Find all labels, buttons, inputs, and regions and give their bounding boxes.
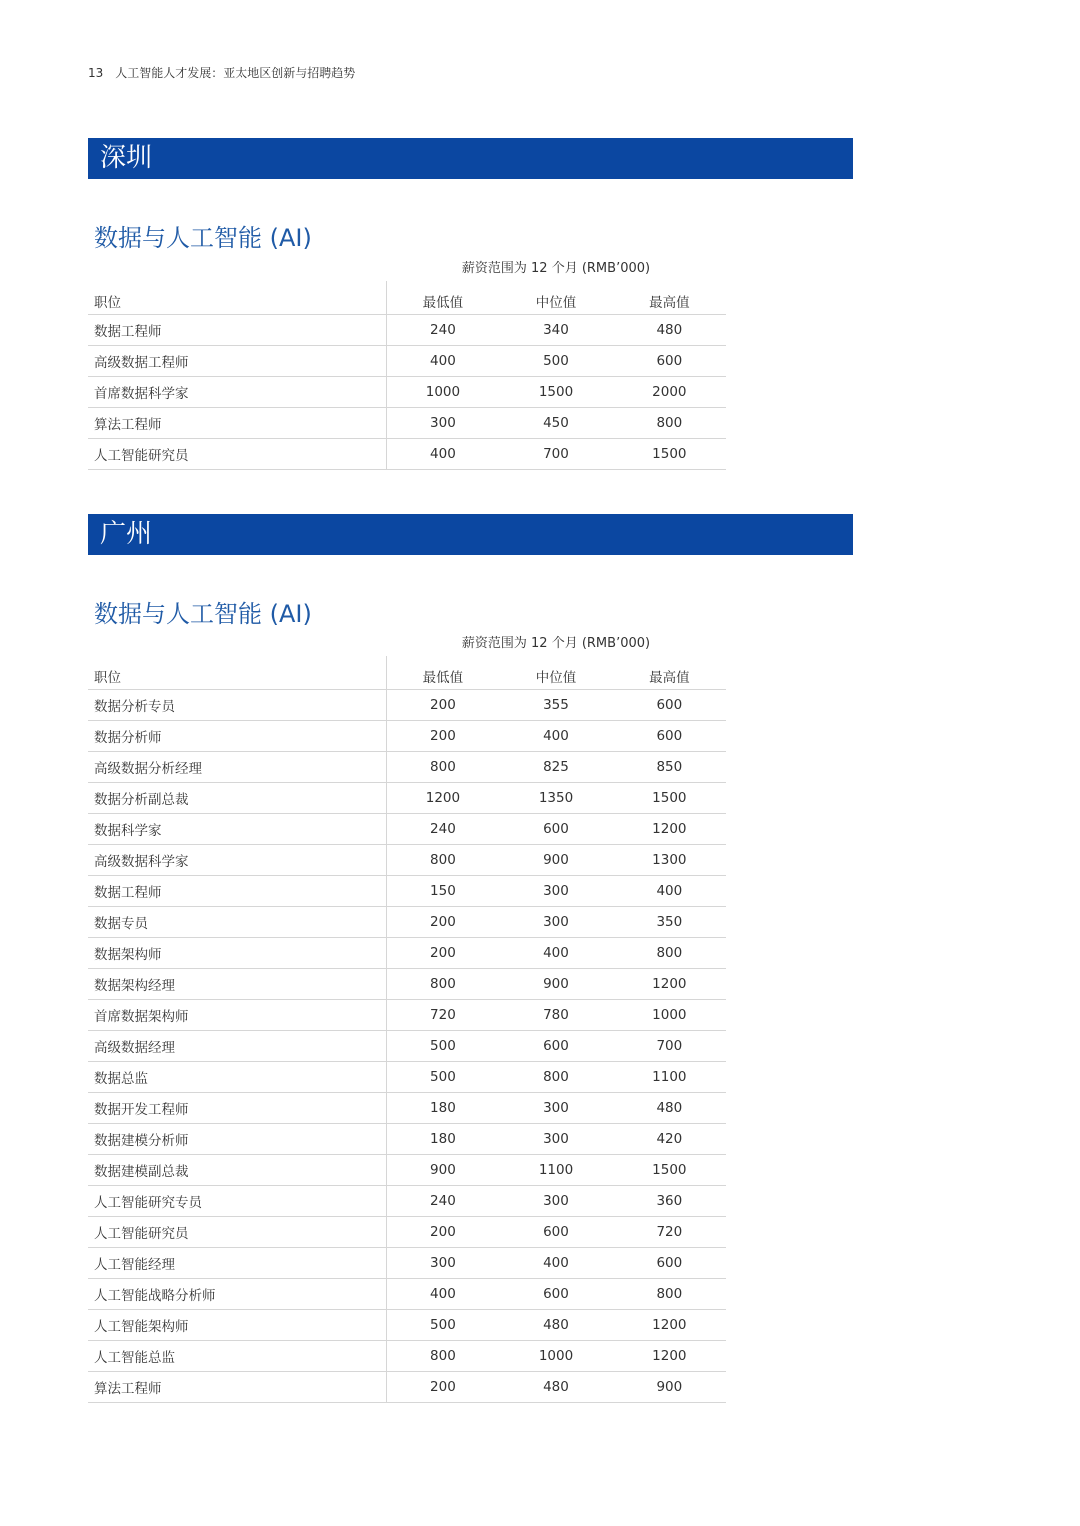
salary-cell: 850	[613, 752, 726, 783]
salary-cell: 200	[386, 690, 499, 721]
position-cell: 数据建模分析师	[88, 1124, 386, 1155]
salary-cell: 1500	[499, 377, 612, 408]
position-cell: 高级数据科学家	[88, 845, 386, 876]
table-row	[88, 1062, 726, 1093]
salary-cell: 500	[386, 1310, 499, 1341]
salary-cell: 400	[613, 876, 726, 907]
salary-cell: 720	[386, 1000, 499, 1031]
position-cell: 数据开发工程师	[88, 1093, 386, 1124]
position-cell: 数据架构师	[88, 938, 386, 969]
salary-cell: 1200	[386, 783, 499, 814]
salary-cell: 340	[499, 315, 612, 346]
table-row	[88, 845, 726, 876]
salary-cell: 700	[499, 439, 612, 470]
table-row	[88, 1217, 726, 1248]
table-row	[88, 1310, 726, 1341]
salary-cell: 200	[386, 907, 499, 938]
salary-cell: 900	[386, 1155, 499, 1186]
position-cell: 人工智能战略分析师	[88, 1279, 386, 1310]
salary-cell: 800	[499, 1062, 612, 1093]
salary-cell: 700	[613, 1031, 726, 1062]
salary-cell: 500	[386, 1062, 499, 1093]
table-row	[88, 1279, 726, 1310]
position-cell: 数据工程师	[88, 876, 386, 907]
salary-cell: 480	[499, 1372, 612, 1403]
salary-cell: 600	[499, 1217, 612, 1248]
salary-cell: 1500	[613, 783, 726, 814]
city-heading-shenzhen: 深圳	[88, 138, 853, 179]
column-header-value: 最低值	[386, 656, 499, 690]
salary-cell: 400	[386, 439, 499, 470]
table-row	[88, 377, 726, 408]
salary-cell: 200	[386, 721, 499, 752]
document-title: 人工智能人才发展：亚太地区创新与招聘趋势	[115, 66, 356, 80]
position-cell: 人工智能架构师	[88, 1310, 386, 1341]
section-title: 数据与人工智能 (AI)	[94, 224, 312, 252]
table-row	[88, 315, 726, 346]
table-row	[88, 1093, 726, 1124]
table-row	[88, 1248, 726, 1279]
position-cell: 人工智能研究员	[88, 1217, 386, 1248]
salary-cell: 600	[613, 690, 726, 721]
salary-cell: 500	[499, 346, 612, 377]
column-header-value: 中位值	[499, 656, 612, 690]
salary-cell: 800	[613, 938, 726, 969]
column-header-position: 职位	[88, 281, 386, 315]
position-cell: 数据分析师	[88, 721, 386, 752]
salary-cell: 400	[499, 1248, 612, 1279]
table-row	[88, 439, 726, 470]
salary-cell: 720	[613, 1217, 726, 1248]
salary-cell: 355	[499, 690, 612, 721]
salary-cell: 800	[386, 1341, 499, 1372]
salary-cell: 240	[386, 1186, 499, 1217]
position-cell: 高级数据工程师	[88, 346, 386, 377]
salary-cell: 900	[499, 969, 612, 1000]
salary-cell: 300	[499, 1124, 612, 1155]
position-cell: 算法工程师	[88, 1372, 386, 1403]
table-row	[88, 408, 726, 439]
position-cell: 数据分析副总裁	[88, 783, 386, 814]
position-cell: 首席数据架构师	[88, 1000, 386, 1031]
table-row	[88, 814, 726, 845]
position-cell: 人工智能研究专员	[88, 1186, 386, 1217]
position-cell: 算法工程师	[88, 408, 386, 439]
salary-cell: 600	[499, 1279, 612, 1310]
salary-cell: 400	[499, 721, 612, 752]
salary-cell: 180	[386, 1124, 499, 1155]
position-cell: 首席数据科学家	[88, 377, 386, 408]
table-row	[88, 907, 726, 938]
salary-cell: 800	[386, 845, 499, 876]
salary-cell: 600	[499, 814, 612, 845]
salary-cell: 1300	[613, 845, 726, 876]
salary-cell: 1500	[613, 439, 726, 470]
salary-cell: 200	[386, 1372, 499, 1403]
table-row	[88, 1000, 726, 1031]
salary-cell: 400	[499, 938, 612, 969]
running-header	[88, 64, 355, 81]
position-cell: 数据总监	[88, 1062, 386, 1093]
salary-cell: 240	[386, 315, 499, 346]
salary-cell: 300	[499, 876, 612, 907]
table-row	[88, 721, 726, 752]
salary-cell: 450	[499, 408, 612, 439]
salary-table-guangzhou	[88, 656, 726, 1403]
salary-cell: 400	[386, 1279, 499, 1310]
position-cell: 人工智能经理	[88, 1248, 386, 1279]
position-cell: 数据科学家	[88, 814, 386, 845]
salary-cell: 900	[499, 845, 612, 876]
salary-cell: 1200	[613, 814, 726, 845]
position-cell: 数据建模副总裁	[88, 1155, 386, 1186]
salary-cell: 360	[613, 1186, 726, 1217]
position-cell: 数据分析专员	[88, 690, 386, 721]
position-cell: 数据架构经理	[88, 969, 386, 1000]
salary-cell: 300	[499, 907, 612, 938]
salary-cell: 480	[613, 315, 726, 346]
table-row	[88, 969, 726, 1000]
city-heading-guangzhou: 广州	[88, 514, 853, 555]
salary-cell: 900	[613, 1372, 726, 1403]
table-row	[88, 346, 726, 377]
salary-table-shenzhen	[88, 281, 726, 470]
salary-cell: 1000	[613, 1000, 726, 1031]
salary-cell: 300	[499, 1186, 612, 1217]
salary-cell: 800	[613, 408, 726, 439]
column-header-value: 最低值	[386, 281, 499, 315]
position-cell: 高级数据经理	[88, 1031, 386, 1062]
salary-cell: 1000	[499, 1341, 612, 1372]
salary-cell: 500	[386, 1031, 499, 1062]
salary-cell: 1100	[499, 1155, 612, 1186]
salary-cell: 1500	[613, 1155, 726, 1186]
salary-range-note: 薪资范围为 12 个月 (RMB’000)	[461, 261, 651, 276]
table-row	[88, 876, 726, 907]
salary-range-note: 薪资范围为 12 个月 (RMB’000)	[461, 636, 651, 651]
table-row	[88, 1124, 726, 1155]
salary-cell: 780	[499, 1000, 612, 1031]
salary-cell: 1350	[499, 783, 612, 814]
position-cell: 高级数据分析经理	[88, 752, 386, 783]
table-row	[88, 938, 726, 969]
salary-cell: 300	[386, 408, 499, 439]
page-number: 13	[88, 66, 104, 80]
salary-cell: 1200	[613, 969, 726, 1000]
salary-cell: 420	[613, 1124, 726, 1155]
salary-cell: 600	[613, 346, 726, 377]
column-header-value: 中位值	[499, 281, 612, 315]
table-row	[88, 1372, 726, 1403]
table-row	[88, 1155, 726, 1186]
salary-cell: 600	[613, 1248, 726, 1279]
salary-cell: 1000	[386, 377, 499, 408]
salary-cell: 400	[386, 346, 499, 377]
salary-cell: 480	[499, 1310, 612, 1341]
table-row	[88, 752, 726, 783]
salary-cell: 300	[386, 1248, 499, 1279]
salary-cell: 1200	[613, 1310, 726, 1341]
salary-cell: 600	[613, 721, 726, 752]
salary-cell: 200	[386, 1217, 499, 1248]
position-cell: 人工智能研究员	[88, 439, 386, 470]
table-row	[88, 1341, 726, 1372]
salary-cell: 240	[386, 814, 499, 845]
table-row	[88, 783, 726, 814]
salary-cell: 480	[613, 1093, 726, 1124]
salary-cell: 150	[386, 876, 499, 907]
position-cell: 人工智能总监	[88, 1341, 386, 1372]
salary-cell: 825	[499, 752, 612, 783]
salary-cell: 800	[613, 1279, 726, 1310]
salary-cell: 200	[386, 938, 499, 969]
salary-cell: 800	[386, 752, 499, 783]
column-header-position: 职位	[88, 656, 386, 690]
salary-cell: 350	[613, 907, 726, 938]
salary-cell: 1100	[613, 1062, 726, 1093]
table-row	[88, 690, 726, 721]
salary-cell: 180	[386, 1093, 499, 1124]
table-row	[88, 1031, 726, 1062]
salary-cell: 600	[499, 1031, 612, 1062]
table-header-row	[88, 656, 726, 690]
salary-cell: 1200	[613, 1341, 726, 1372]
position-cell: 数据专员	[88, 907, 386, 938]
salary-cell: 300	[499, 1093, 612, 1124]
position-cell: 数据工程师	[88, 315, 386, 346]
table-header-row	[88, 281, 726, 315]
salary-cell: 2000	[613, 377, 726, 408]
salary-cell: 800	[386, 969, 499, 1000]
column-header-value: 最高值	[613, 281, 726, 315]
column-header-value: 最高值	[613, 656, 726, 690]
table-row	[88, 1186, 726, 1217]
section-title: 数据与人工智能 (AI)	[94, 600, 312, 628]
